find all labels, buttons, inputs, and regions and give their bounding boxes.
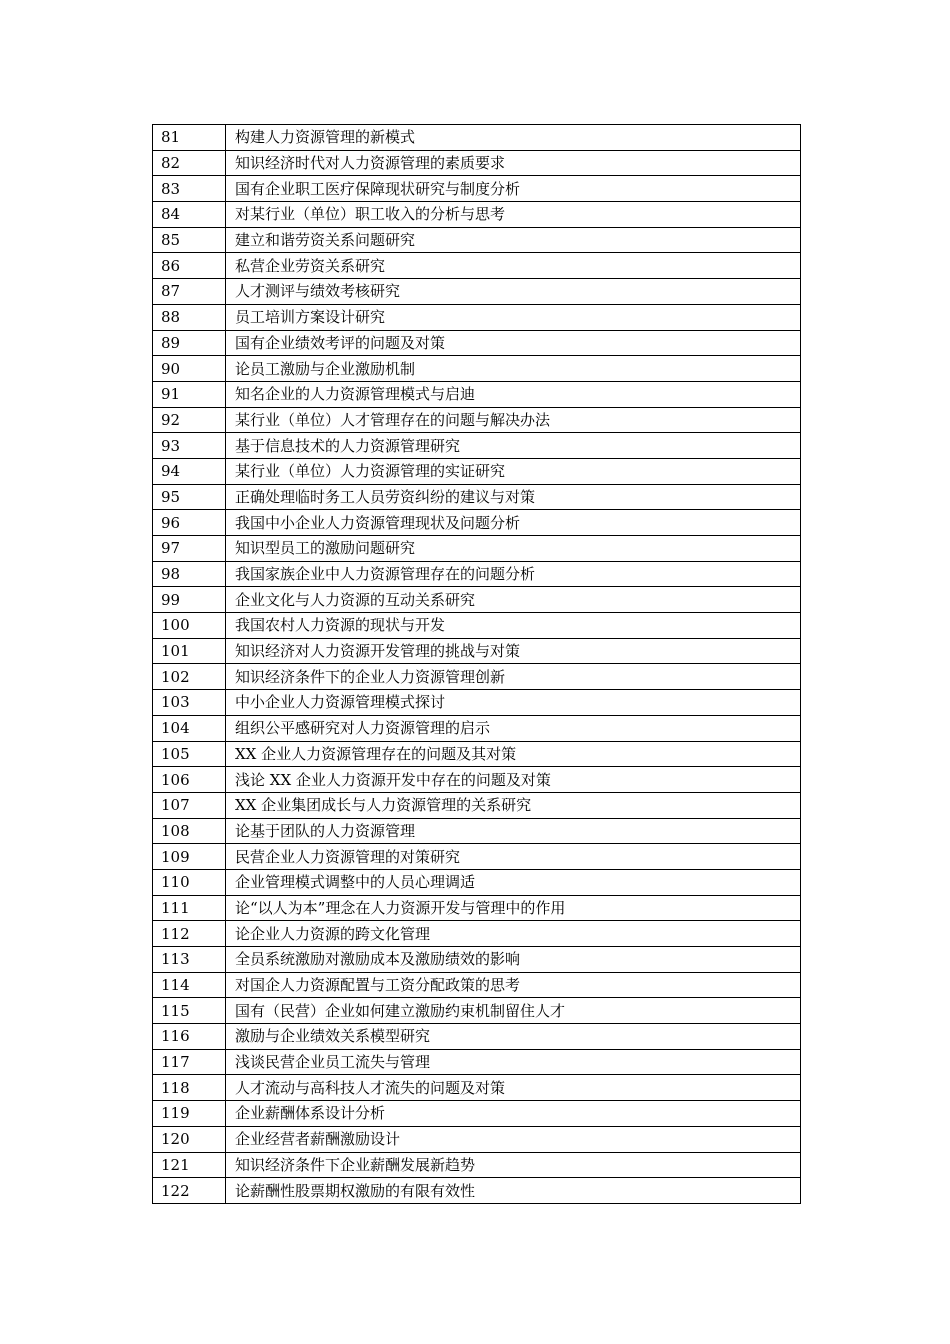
table-row <box>153 792 801 818</box>
table-row <box>153 1152 801 1178</box>
row-number: 113 <box>153 947 226 973</box>
table-row <box>153 176 801 202</box>
row-number: 99 <box>153 587 226 613</box>
table-row <box>153 1178 801 1204</box>
table-row <box>153 921 801 947</box>
table-row <box>153 561 801 587</box>
table-row <box>153 1101 801 1127</box>
row-number: 90 <box>153 356 226 382</box>
topic-title: 民营企业人力资源管理的对策研究 <box>226 844 801 870</box>
row-number: 111 <box>153 895 226 921</box>
table-row <box>153 510 801 536</box>
topic-title: 人才测评与绩效考核研究 <box>226 279 801 305</box>
row-number: 92 <box>153 407 226 433</box>
topic-title: 论员工激励与企业激励机制 <box>226 356 801 382</box>
table-row <box>153 767 801 793</box>
topic-title: XX 企业人力资源管理存在的问题及其对策 <box>226 741 801 767</box>
topic-title: 某行业（单位）人才管理存在的问题与解决办法 <box>226 407 801 433</box>
table-row <box>153 818 801 844</box>
table-row <box>153 125 801 151</box>
row-number: 106 <box>153 767 226 793</box>
topic-title: 基于信息技术的人力资源管理研究 <box>226 433 801 459</box>
topic-table <box>152 124 801 1204</box>
row-number: 105 <box>153 741 226 767</box>
table-row <box>153 613 801 639</box>
row-number: 112 <box>153 921 226 947</box>
table-row <box>153 1126 801 1152</box>
topic-title: 论“以人为本”理念在人力资源开发与管理中的作用 <box>226 895 801 921</box>
topic-title: 知识型员工的激励问题研究 <box>226 536 801 562</box>
table-row <box>153 587 801 613</box>
row-number: 83 <box>153 176 226 202</box>
table-row <box>153 741 801 767</box>
topic-title: 员工培训方案设计研究 <box>226 304 801 330</box>
topic-title: 我国家族企业中人力资源管理存在的问题分析 <box>226 561 801 587</box>
row-number: 120 <box>153 1126 226 1152</box>
topic-title: 知识经济条件下企业薪酬发展新趋势 <box>226 1152 801 1178</box>
row-number: 95 <box>153 484 226 510</box>
table-row <box>153 869 801 895</box>
table-row <box>153 458 801 484</box>
topic-title: 企业薪酬体系设计分析 <box>226 1101 801 1127</box>
topic-title: 国有（民营）企业如何建立激励约束机制留住人才 <box>226 998 801 1024</box>
table-row <box>153 972 801 998</box>
table-row <box>153 304 801 330</box>
table-row <box>153 664 801 690</box>
topic-table-body <box>153 125 801 1204</box>
table-row <box>153 895 801 921</box>
topic-title: 国有企业职工医疗保障现状研究与制度分析 <box>226 176 801 202</box>
topic-title: 浅论 XX 企业人力资源开发中存在的问题及对策 <box>226 767 801 793</box>
topic-title: 私营企业劳资关系研究 <box>226 253 801 279</box>
table-row <box>153 330 801 356</box>
row-number: 104 <box>153 715 226 741</box>
topic-title: 建立和谐劳资关系问题研究 <box>226 227 801 253</box>
row-number: 118 <box>153 1075 226 1101</box>
topic-title: 知识经济条件下的企业人力资源管理创新 <box>226 664 801 690</box>
row-number: 102 <box>153 664 226 690</box>
table-row <box>153 356 801 382</box>
table-row <box>153 484 801 510</box>
table-row <box>153 844 801 870</box>
topic-title: 企业文化与人力资源的互动关系研究 <box>226 587 801 613</box>
row-number: 88 <box>153 304 226 330</box>
topic-title: XX 企业集团成长与人力资源管理的关系研究 <box>226 792 801 818</box>
row-number: 114 <box>153 972 226 998</box>
topic-title: 对国企人力资源配置与工资分配政策的思考 <box>226 972 801 998</box>
table-row <box>153 227 801 253</box>
row-number: 98 <box>153 561 226 587</box>
row-number: 101 <box>153 638 226 664</box>
table-row <box>153 947 801 973</box>
topic-title: 论薪酬性股票期权激励的有限有效性 <box>226 1178 801 1204</box>
table-row <box>153 381 801 407</box>
row-number: 100 <box>153 613 226 639</box>
table-row <box>153 998 801 1024</box>
table-row <box>153 715 801 741</box>
row-number: 96 <box>153 510 226 536</box>
topic-title: 激励与企业绩效关系模型研究 <box>226 1024 801 1050</box>
topic-title: 浅谈民营企业员工流失与管理 <box>226 1049 801 1075</box>
row-number: 108 <box>153 818 226 844</box>
topic-title: 我国农村人力资源的现状与开发 <box>226 613 801 639</box>
topic-title: 某行业（单位）人力资源管理的实证研究 <box>226 458 801 484</box>
row-number: 82 <box>153 150 226 176</box>
table-row <box>153 1075 801 1101</box>
row-number: 86 <box>153 253 226 279</box>
row-number: 97 <box>153 536 226 562</box>
row-number: 110 <box>153 869 226 895</box>
row-number: 84 <box>153 202 226 228</box>
topic-title: 国有企业绩效考评的问题及对策 <box>226 330 801 356</box>
topic-title: 正确处理临时务工人员劳资纠纷的建议与对策 <box>226 484 801 510</box>
table-row <box>153 536 801 562</box>
topic-title: 企业经营者薪酬激励设计 <box>226 1126 801 1152</box>
topic-title: 论基于团队的人力资源管理 <box>226 818 801 844</box>
row-number: 89 <box>153 330 226 356</box>
row-number: 121 <box>153 1152 226 1178</box>
topic-title: 对某行业（单位）职工收入的分析与思考 <box>226 202 801 228</box>
row-number: 117 <box>153 1049 226 1075</box>
row-number: 91 <box>153 381 226 407</box>
row-number: 119 <box>153 1101 226 1127</box>
table-row <box>153 638 801 664</box>
row-number: 122 <box>153 1178 226 1204</box>
table-row <box>153 690 801 716</box>
row-number: 94 <box>153 458 226 484</box>
topic-title: 知名企业的人力资源管理模式与启迪 <box>226 381 801 407</box>
table-row <box>153 279 801 305</box>
row-number: 109 <box>153 844 226 870</box>
topic-title: 知识经济对人力资源开发管理的挑战与对策 <box>226 638 801 664</box>
table-row <box>153 407 801 433</box>
table-row <box>153 1024 801 1050</box>
row-number: 107 <box>153 792 226 818</box>
row-number: 115 <box>153 998 226 1024</box>
row-number: 116 <box>153 1024 226 1050</box>
table-row <box>153 150 801 176</box>
table-row <box>153 202 801 228</box>
table-row <box>153 1049 801 1075</box>
row-number: 81 <box>153 125 226 151</box>
topic-title: 构建人力资源管理的新模式 <box>226 125 801 151</box>
row-number: 93 <box>153 433 226 459</box>
table-row <box>153 433 801 459</box>
topic-title: 我国中小企业人力资源管理现状及问题分析 <box>226 510 801 536</box>
row-number: 87 <box>153 279 226 305</box>
row-number: 103 <box>153 690 226 716</box>
table-row <box>153 253 801 279</box>
topic-title: 企业管理模式调整中的人员心理调适 <box>226 869 801 895</box>
row-number: 85 <box>153 227 226 253</box>
topic-title: 全员系统激励对激励成本及激励绩效的影响 <box>226 947 801 973</box>
topic-title: 论企业人力资源的跨文化管理 <box>226 921 801 947</box>
topic-title: 人才流动与高科技人才流失的问题及对策 <box>226 1075 801 1101</box>
topic-title: 知识经济时代对人力资源管理的素质要求 <box>226 150 801 176</box>
topic-title: 组织公平感研究对人力资源管理的启示 <box>226 715 801 741</box>
topic-title: 中小企业人力资源管理模式探讨 <box>226 690 801 716</box>
